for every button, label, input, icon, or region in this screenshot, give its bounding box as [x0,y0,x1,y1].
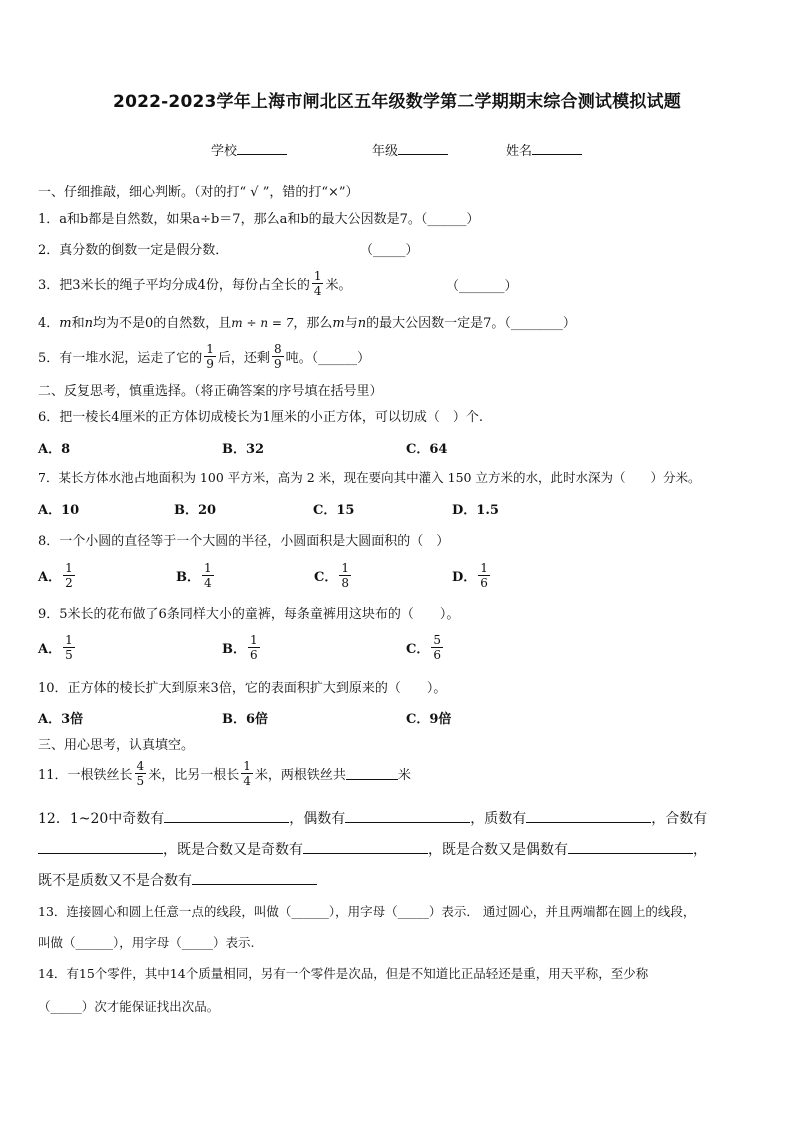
q5-text-a: 5．有一堆水泥，运走了它的 [38,350,203,366]
q6-option-b[interactable]: B．32 [222,442,265,457]
q11-fraction-1 [135,759,147,788]
q3-text-a: 3．把3米长的绳子平均分成4份，每份占全长的 [38,277,310,293]
question-13-line-1: 13．连接圆心和圆上任意一点的线段，叫做（______），用字母（_____）表示． 通过圆心，并且两端都在圆上的线段， [38,904,696,919]
q8-option-d[interactable] [452,556,492,594]
grade-field [372,140,448,159]
q4-equation: m ÷ n = 7 [231,316,294,330]
q8-option-b[interactable] [176,556,216,594]
name-label: 姓名 [506,144,533,159]
question-1: 1．a和b都是自然数，如果a÷b＝7，那么a和b的最大公因数是7。（______） [38,212,480,227]
question-6: 6．把一棱长4厘米的正方体切成棱长为1厘米的小正方体，可以切成（ ）个. [38,410,483,425]
q3-fraction [312,269,324,298]
q8-a-fraction [63,561,75,590]
q8-d-fraction [478,561,490,590]
q4-var-n2: n [357,316,367,331]
q5-fraction-1 [204,342,216,371]
q5-text-b: 后，还剩 [217,350,270,366]
name-blank[interactable] [532,142,582,155]
q8-b-den: 4 [204,575,212,590]
q12-text-c: ，质数有 [470,811,527,827]
q8-b-label: B． [176,569,200,585]
q11-f1-num: 4 [136,758,145,773]
question-8: 8．一个小圆的直径等于一个大圆的半径，小圆面积是大圆面积的（ ） [38,534,450,549]
q12-neither-blank[interactable] [192,870,317,885]
q8-c-den: 8 [341,575,349,590]
question-2-answer[interactable]: （_____） [360,243,419,258]
q5-f2-num: 8 [273,341,282,356]
q8-d-den: 6 [480,575,488,590]
q9-b-den: 6 [250,647,258,662]
q9-c-den: 6 [433,647,441,662]
q3-text-b: 米。 [325,277,352,293]
q8-c-fraction [339,561,351,590]
q4-text-e: 与 [344,316,358,331]
q11-text-a: 11．一根铁丝长 [38,767,133,783]
q8-option-c[interactable] [314,556,353,594]
q6-option-a[interactable]: A．8 [38,442,71,457]
q8-c-label: C． [314,569,338,585]
q11-f1-den: 5 [136,773,145,788]
question-9: 9．5米长的花布做了6条同样大小的童裤，每条童裤用这块布的（ ）。 [38,607,460,622]
q9-a-fraction [63,633,75,662]
q5-text-c: 吨。（______） [285,350,371,366]
question-4 [38,312,576,331]
grade-blank[interactable] [398,142,448,155]
question-3-answer[interactable]: （_______） [446,279,518,294]
question-10: 10．正方体的棱长扩大到原来3倍，它的表面积扩大到原来的（ ）。 [38,681,447,696]
q12-text-g: ， [693,842,707,858]
question-2: 2．真分数的倒数一定是假分数． [38,243,229,258]
q8-d-num: 1 [480,560,488,575]
q12-composite-blank[interactable] [38,839,163,854]
q6-option-c[interactable]: C．64 [406,442,448,457]
question-3 [38,264,351,302]
q12-text-e: ，既是合数又是奇数有 [163,842,303,858]
school-blank[interactable] [237,142,287,155]
q12-odd-blank[interactable] [164,808,289,823]
q9-a-den: 5 [65,647,73,662]
q12-prime-blank[interactable] [526,808,651,823]
q5-fraction-2 [272,342,284,371]
q8-d-label: D． [452,569,477,585]
q5-f2-den: 9 [273,356,282,371]
q4-var-m2: m [332,316,345,331]
question-14-line-2: （_____）次才能保证找出次品。 [38,999,220,1014]
q4-text-d: ，那么 [293,316,333,331]
q8-a-label: A． [38,569,62,585]
page-title: 2022-2023学年上海市闸北区五年级数学第二学期期末综合测试模拟试题 [113,92,681,112]
q7-option-a[interactable]: A．10 [38,503,80,518]
q11-f2-num: 1 [243,758,251,773]
q9-option-a[interactable] [38,628,77,666]
question-13-line-2: 叫做（______），用字母（_____）表示. [38,935,255,950]
question-12-line-2 [38,839,707,859]
q11-text-c: 米，两根铁丝共 [254,767,346,783]
q12-even-blank[interactable] [345,808,470,823]
q4-text-c: 均为不是0的自然数，且 [93,316,232,331]
q8-a-num: 1 [65,560,73,575]
q7-option-c[interactable]: C．15 [313,503,355,518]
question-14-line-1: 14．有15个零件，其中14个质量相同，另有一个零件是次品，但是不知道比正品轻还是重，用天平称，至少称 [38,966,649,981]
question-5 [38,337,370,375]
q9-option-c[interactable] [406,628,445,666]
section-3-heading: 三、用心思考，认真填空。 [38,738,195,753]
q9-c-num: 5 [433,632,441,647]
q5-f1-den: 9 [206,356,214,371]
q9-b-label: B． [222,641,246,657]
q4-var-n: n [84,316,93,331]
q12-even-composite-blank[interactable] [568,839,693,854]
q11-fraction-2 [241,759,253,788]
q12-text-a: 12．1~20中奇数有 [38,811,165,827]
q9-a-label: A． [38,641,62,657]
q9-c-fraction [431,633,443,662]
q10-option-c[interactable]: C．9倍 [406,712,452,727]
q12-text-f: ，既是合数又是偶数有 [428,842,568,858]
question-12-line-3 [38,870,317,890]
q9-a-num: 1 [65,632,73,647]
q7-option-b[interactable]: B．20 [174,503,217,518]
section-1-heading: 一、仔细推敲，细心判断。（对的打“ √ ”，错的打“×”） [38,185,359,200]
q8-c-num: 1 [341,560,349,575]
question-11 [38,754,411,792]
q11-f2-den: 4 [243,773,251,788]
q8-a-den: 2 [65,575,73,590]
name-field [506,140,582,159]
school-label: 学校 [211,144,238,159]
q12-text-d: ，合数有 [651,811,708,827]
q3-num: 1 [313,268,322,283]
q8-b-fraction [202,561,214,590]
grade-label: 年级 [372,144,399,159]
school-field [211,140,287,159]
question-7: 7．某长方体水池占地面积为 100 平方米，高为 2 米，现在要向其中灌入 150 立方米的水，此时水深为（ ）分米。 [38,470,701,485]
q11-text-b: 米，比另一根长 [148,767,240,783]
q11-text-d: 米 [397,767,411,783]
q9-c-label: C． [406,641,430,657]
q4-var-m: m [59,316,72,331]
q7-option-d[interactable]: D．1.5 [452,503,499,518]
q10-option-a[interactable]: A．3倍 [38,712,84,727]
section-2-heading: 二、反复思考，慎重选择。（将正确答案的序号填在括号里） [38,384,383,399]
q12-text-b: ，偶数有 [289,811,346,827]
q12-odd-composite-blank[interactable] [303,839,428,854]
q9-b-num: 1 [250,632,258,647]
q10-option-b[interactable]: B．6倍 [222,712,269,727]
q11-answer-blank[interactable] [346,767,398,780]
q9-option-b[interactable] [222,628,262,666]
q8-option-a[interactable] [38,556,77,594]
q5-f1-num: 1 [206,341,214,356]
q3-den: 4 [313,283,322,298]
q4-text-b: 和 [71,316,85,331]
q8-b-num: 1 [204,560,212,575]
question-12-line-1 [38,808,707,828]
q12-text-h: 既不是质数又不是合数有 [38,873,192,889]
q9-b-fraction [248,633,260,662]
q4-text-f: 的最大公因数一定是7。（________） [366,316,576,331]
q4-text-a: 4． [38,316,60,331]
